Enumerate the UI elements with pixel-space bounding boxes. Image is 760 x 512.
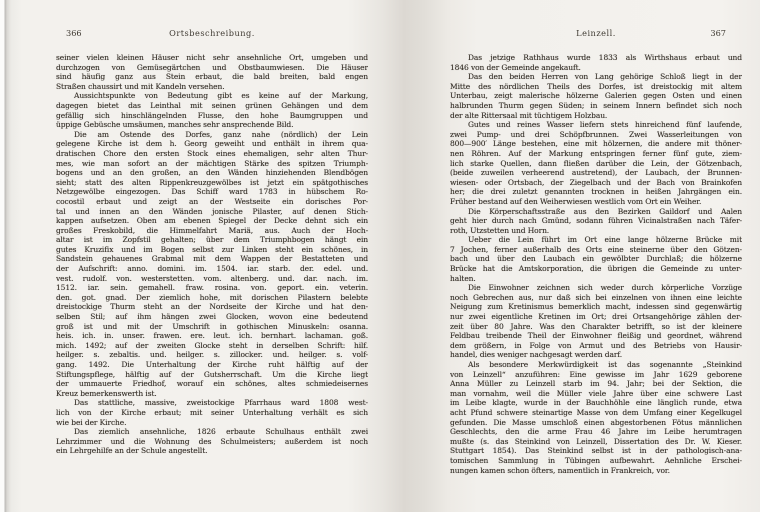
text-line: man vornahm, weil die Müller viele Jahre über eine schwere Last xyxy=(450,388,742,398)
text-line: roth, Utzstetten und Horn. xyxy=(450,225,550,235)
left-page-number: 366 xyxy=(66,28,82,38)
text-line: dreistockige Thurm steht an der Nordseite der Kirche und hat den- xyxy=(56,302,368,312)
text-line: groß ist und mit der Umschrift in gothischen Minuskeln: osanna. xyxy=(56,321,368,331)
left-page xyxy=(56,28,368,456)
right-running-title: Leinzell. xyxy=(576,28,616,38)
text-line: heilger. s. zebaltis. und. heilger. s. zillocker. und. heilger. s. volf- xyxy=(56,350,368,360)
text-line: von Leinzell“ anzuführen: Eine gewisse im Jahr 1629 geborene xyxy=(450,369,742,379)
text-line: nungen kamen schon öfters, namentlich in Frankreich, vor. xyxy=(450,465,670,475)
text-line: bach und über den Laubach ein gewölbter Durchlaß; die hölzerne xyxy=(450,254,742,264)
text-line: Stiftungspflege, hälftig auf der Gutsherrschaft. Um die Kirche liegt xyxy=(56,369,368,379)
text-line: Feldbau treibende Theil der Einwohner fleißig und geordnet, während xyxy=(450,331,742,341)
text-line: heis. ich. in. unser. frawen. ere. leut. ich. bernhart. lachaman. goß. xyxy=(56,331,368,341)
text-line: Aussichtspunkte von Bedeutung gibt es keine auf der Markung, xyxy=(74,91,368,101)
right-page-header xyxy=(450,28,742,40)
text-line: durchzogen von Gemüsegärtchen und Obstbaumwiesen. Die Häuser xyxy=(56,62,368,72)
text-line: der ummauerte Friedhof, worauf ein schönes, altes schmiedeisernes xyxy=(56,379,368,389)
text-line: Das stattliche, massive, zweistockige Pfarrhaus ward 1808 west- xyxy=(74,398,368,408)
text-line: gefällig sich hinschlängelnden Flusse, den hohe Baumgruppen und xyxy=(56,110,368,120)
text-line: dratischen Chore den ersten Stock eines ehemaligen, sehr alten Thur- xyxy=(56,148,368,158)
text-line: selben Stil; auf ihm hängen zwei Glocken, wovon eine bedeutend xyxy=(56,312,368,322)
text-line: nen Röhren. Auf der Markung entspringen ferner fünf gute, ziem- xyxy=(450,148,742,158)
text-line: 1846 von der Gemeinde angekauft. xyxy=(450,62,581,72)
text-line: gutes Kruzifix und im Bogen selbst zur Linken steht ein schönes, in xyxy=(56,244,368,254)
text-line: Straßen chaussirt und mit Kandeln versehen. xyxy=(56,81,225,91)
text-line: Neigung zum Kretinismus bemerklich macht, indessen sind gegenwärtig xyxy=(450,302,742,312)
left-running-title: Ortsbeschreibung. xyxy=(169,28,255,38)
text-line: 1512. iar. sein. gemahell. fraw. rosina. von. geport. ein. veterin. xyxy=(56,283,368,293)
text-line: sind häufig ganz aus Stein erbaut, die bald breiten, bald engen xyxy=(56,72,368,82)
text-line: Das ziemlich ansehnliche, 1826 erbaute Schulhaus enthält zwei xyxy=(74,427,368,437)
text-line: Stuttgart 1854). Das Steinkind selbst ist in der pathologisch-ana- xyxy=(450,446,742,456)
text-line: Anna Müller zu Leinzell starb im 94. Jahr; bei der Sektion, die xyxy=(450,379,742,389)
text-line: geht hier durch nach Gmünd, sodann führen Vicinalstraßen nach Täfer- xyxy=(450,216,742,226)
text-line: zeit über 80 Jahre. Was den Charakter betrifft, so ist der kleinere xyxy=(450,321,742,331)
text-line: Sandstein gehauenes Grabmal mit dem Wappen der Bestatteten und xyxy=(56,254,368,264)
right-page-text xyxy=(450,53,742,475)
text-line: Kreuz bemerkenswerth ist. xyxy=(56,388,157,398)
text-line: kappen aufsetzen. Oben am ebenen Spiegel der Decke dehnt sich ein xyxy=(56,216,368,226)
text-line: großes Freskobild, die Himmelfahrt Mariä, aus. Auch der Hoch- xyxy=(56,225,368,235)
text-line: wiesen- oder Ortsbach, der Ziegelbach und der Bach von Brainkofen xyxy=(450,177,742,187)
text-line: Geschlechts, den die arme Frau 46 Jahre im Leibe herumtragen xyxy=(450,427,742,437)
text-line: (beide zuweilen verheerend austretend), der Laubach, der Brunnen- xyxy=(450,168,742,178)
text-line: Die Körperschaftsstraße aus den Bezirken Gaildorf und Aalen xyxy=(468,206,742,216)
text-line: Die am Ostende des Dorfes, ganz nahe (nördlich) der Lein xyxy=(74,129,368,139)
text-line: ein Lehrgehilfe an der Schule angestellt. xyxy=(56,446,208,456)
left-page-header xyxy=(56,28,368,40)
right-page xyxy=(450,28,742,475)
text-line: gelegene Kirche ist dem h. Georg geweiht und enthält in ihrem qua- xyxy=(56,139,368,149)
text-line: halten. xyxy=(450,273,476,283)
text-line: lich starke Quellen, dann fließen darüber die Lein, der Götzenbach, xyxy=(450,158,742,168)
text-line: tomischen Sammlung in Tübingen aufbewahrt. Aehnliche Erschei- xyxy=(450,455,742,465)
text-line: handel, dies weniger nachgesagt werden darf. xyxy=(450,350,623,360)
text-line: Als besondere Merkwürdigkeit ist das sogenannte „Steinkind xyxy=(468,360,742,369)
text-line: Früher bestand auf den Weiherwiesen westlich vom Ort ein Weiher. xyxy=(450,196,702,206)
text-line: seiner vielen kleinen Häuser nicht sehr ansehnliche Ort, umgeben und xyxy=(56,53,368,62)
text-line: mußte (s. das Steinkind von Leinzell, Dissertation des Dr. W. Kieser. xyxy=(450,436,742,446)
text-line: Die Einwohner zeichnen sich weder durch körperliche Vorzüge xyxy=(468,283,742,293)
text-line: Lehrzimmer und die Wohnung des Schulmeisters; außerdem ist noch xyxy=(56,436,368,446)
text-line: Das jetzige Rathhaus wurde 1833 als Wirthshaus erbaut und xyxy=(468,53,742,62)
text-line: noch Gebrechen aus, nur daß sich bei einzelnen von ihnen eine leichte xyxy=(450,292,742,302)
right-page-number: 367 xyxy=(710,28,726,38)
text-line: 800—900′ Länge bestehen, eine mit hölzernen, die andere mit thöner- xyxy=(450,139,742,149)
text-line: 7 Jochen, ferner außerhalb des Orts eine steinerne über den Götzen- xyxy=(450,244,742,254)
text-line: altar ist im Zopfstil gehalten; über dem Triumphbogen hängt ein xyxy=(56,235,368,245)
text-line: gefunden. Die Masse umschloß einen abgestorbenen Fötus männlichen xyxy=(450,417,742,427)
text-line: dagegen bietet das Leinthal mit seinen grünen Gehängen und dem xyxy=(56,100,368,110)
text-line: mich. 1492; auf der zweiten Glocke steht in derselben Schrift: hilf. xyxy=(56,340,368,350)
text-line: zwei Pump- und drei Schöpfbrunnen. Zwei Wasserleitungen von xyxy=(450,129,742,139)
text-line: Brücke hat die Amtskorporation, die übrigen die Gemeinde zu unter- xyxy=(450,264,742,274)
text-line: der Aufschrift: anno. domini. im. 1504. iar. starb. der. edel. und. xyxy=(56,264,368,274)
text-line: Unterbau, zeigt malerische hölzerne Galerien gegen Osten und einen xyxy=(450,91,742,101)
text-line: Netzgewölbe eingezogen. Das Schiff ward 1783 in hübschem Ro- xyxy=(56,187,368,197)
text-line: Mitte des nördlichen Theils des Dorfes, ist dreistockig mit altem xyxy=(450,81,742,91)
text-line: sieht; statt des alten Rippenkreuzgewölbes ist jetzt ein spätgothisches xyxy=(56,177,368,187)
text-line: der alte Rittersaal mit tüchtigem Holzbau. xyxy=(450,110,608,120)
text-line: lich von der Kirche erbaut; mit seiner Unterhaltung verhält es sich xyxy=(56,407,368,417)
text-line: dem größern, in Folge von Armut und des Betriebs von Hausir- xyxy=(450,340,742,350)
text-line: im Leibe klagte, wurde in der Bauchhöhle eine länglich runde, etwa xyxy=(450,398,742,408)
text-line: Gutes und reines Wasser liefern stets hinreichend fünf laufende, xyxy=(468,120,742,130)
text-line: wie bei der Kirche. xyxy=(56,417,127,427)
text-line: mes, wie man sofort an der mächtigen Stärke des spitzen Triumph- xyxy=(56,158,368,168)
text-line: Das den beiden Herren von Lang gehörige Schloß liegt in der xyxy=(468,72,742,82)
text-line: üppige Gebüsche umsäumen, manches sehr ansprechende Bild. xyxy=(56,120,294,130)
text-line: gang. 1492. Die Unterhaltung der Kirche ruht hälftig auf der xyxy=(56,360,368,369)
text-line: vest. rudolf. von. westerstetten. vom. altenberg. und. dar. nach. im. xyxy=(56,273,368,283)
text-line: cocostil erbaut und zeigt an der Westseite ein dorisches Por- xyxy=(56,196,368,206)
left-page-text xyxy=(56,53,368,456)
text-line: bogens und an den großen, an den Wänden hinziehenden Blendbögen xyxy=(56,168,368,178)
text-line: acht Pfund schwere steinartige Masse von dem Umfang einer Kegelkugel xyxy=(450,407,742,417)
text-line: nur zwei eigentliche Kretinen im Ort; drei Ortsangehörige zählen der- xyxy=(450,312,742,322)
text-line: Ueber die Lein führt im Ort eine lange hölzerne Brücke mit xyxy=(468,235,742,245)
text-line: halbrunden Thurm gegen Süden; in seinem Innern befindet sich noch xyxy=(450,100,742,110)
text-line: her; die drei zuletzt genannten trocknen in heißen Jahrgängen ein. xyxy=(450,187,742,197)
text-line: den. got. gnad. Der ziemlich hohe, mit dorischen Pilastern belebte xyxy=(56,292,368,302)
text-line: tal und innen an den Wänden jonische Pilaster, auf denen Stich- xyxy=(56,206,368,216)
